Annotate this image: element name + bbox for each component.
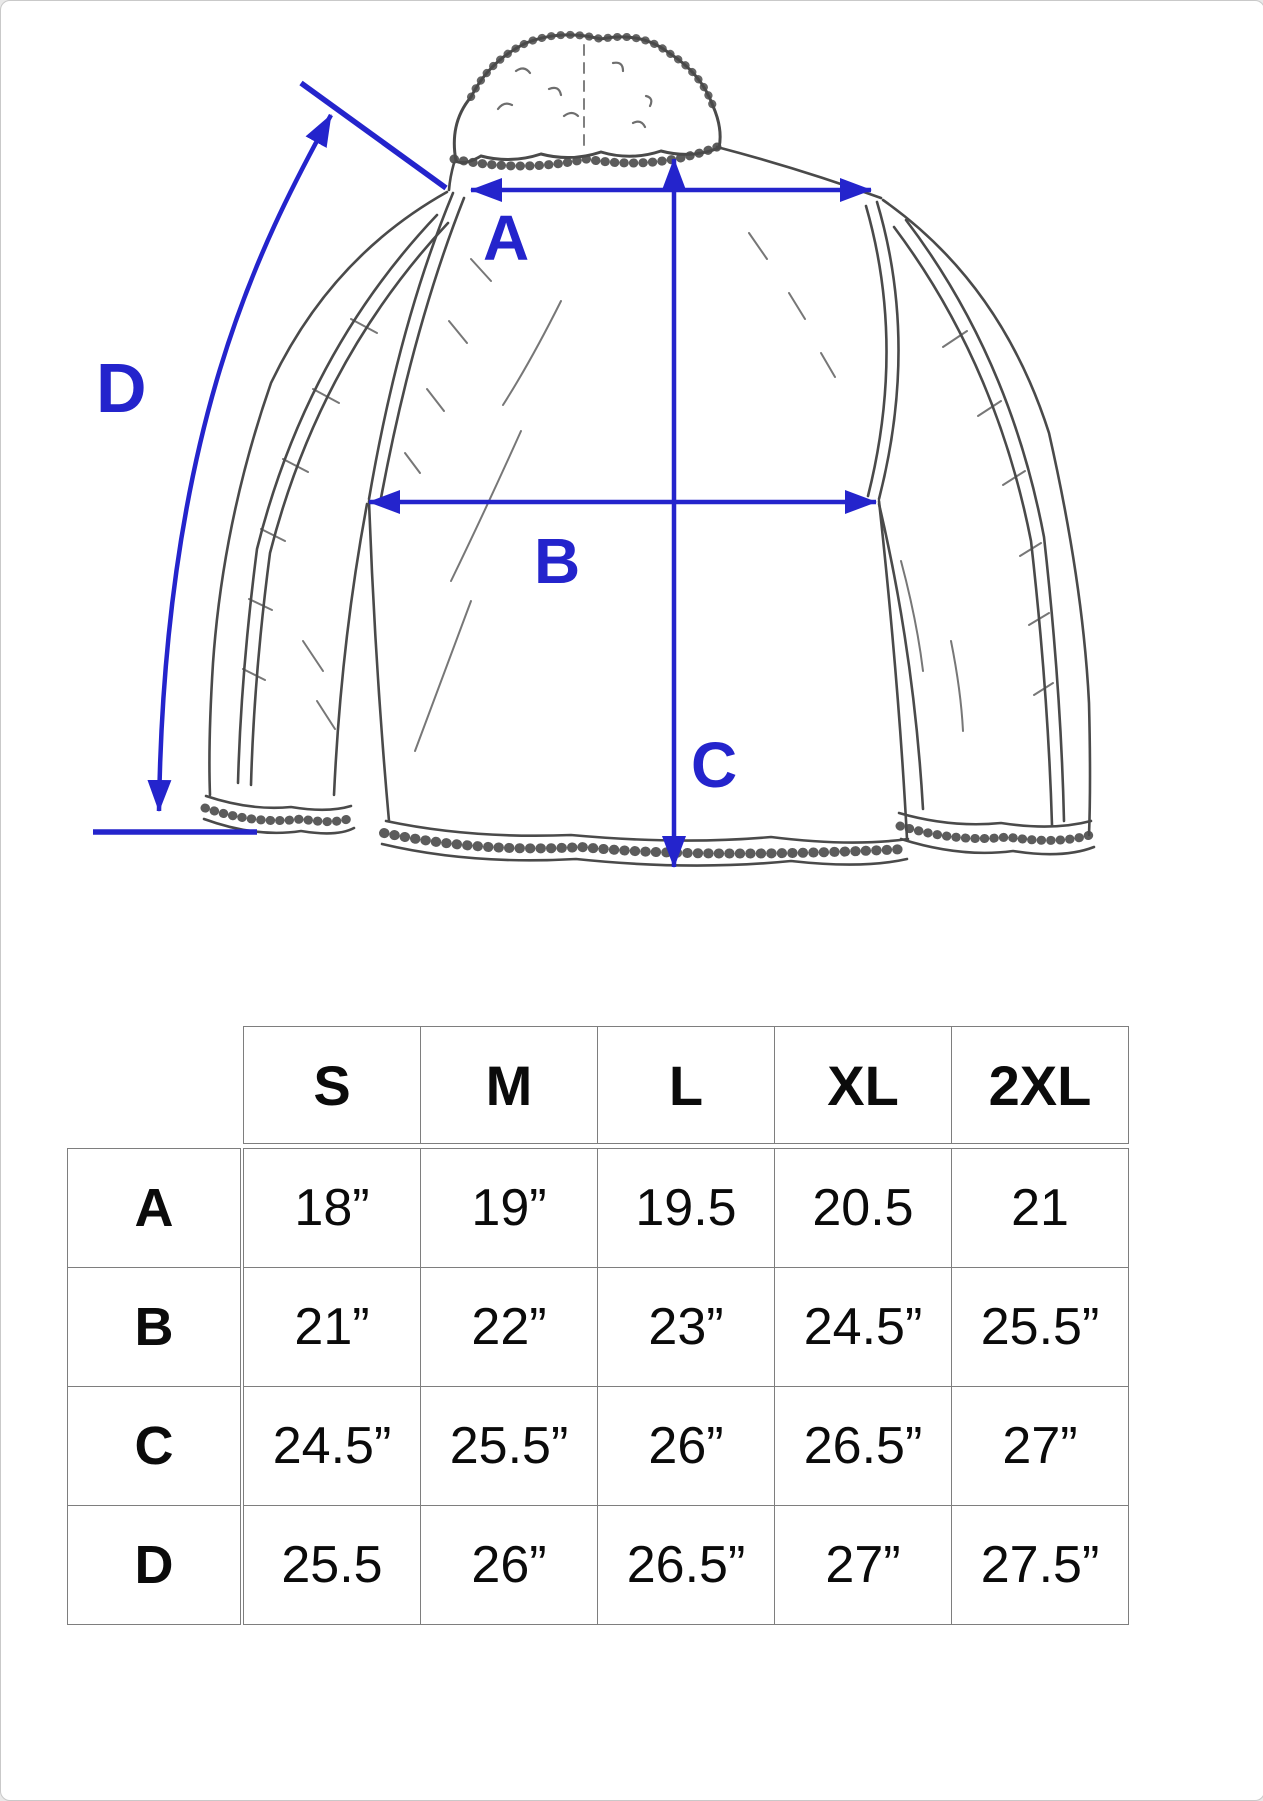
sketch-hatching <box>243 233 1053 751</box>
left-cuff-shearling <box>204 796 354 833</box>
table-row-a <box>244 1149 1129 1268</box>
dim-label-d: D <box>96 349 147 427</box>
dim-label-c: C <box>691 729 738 801</box>
size-value-cell: 27” <box>952 1387 1129 1506</box>
shoulder-reference-line <box>301 83 446 188</box>
right-sleeve-seam <box>894 220 1064 825</box>
size-col-header-xl: XL <box>775 1027 952 1144</box>
size-value-cell: 25.5” <box>952 1268 1129 1387</box>
size-value-cell: 25.5 <box>244 1506 421 1625</box>
size-col-header-m: M <box>421 1027 598 1144</box>
size-header-row <box>244 1027 1129 1144</box>
dim-label-a: A <box>483 202 530 274</box>
left-sleeve-inner <box>334 504 367 795</box>
size-value-cell: 21 <box>952 1149 1129 1268</box>
size-value-cell: 27” <box>775 1506 952 1625</box>
body-left-edge <box>369 501 389 821</box>
size-chart-values <box>243 1148 1129 1625</box>
row-label-a: A <box>68 1149 241 1268</box>
body-right-edge <box>879 501 907 839</box>
size-value-cell: 26.5” <box>775 1387 952 1506</box>
size-value-cell: 24.5” <box>244 1387 421 1506</box>
table-row-d <box>244 1506 1129 1625</box>
dim-label-b: B <box>534 525 581 597</box>
measure-d-curve <box>159 115 331 811</box>
size-value-cell: 19” <box>421 1149 598 1268</box>
size-value-cell: 21” <box>244 1268 421 1387</box>
jacket-diagram <box>1 1 1263 911</box>
size-value-cell: 19.5 <box>598 1149 775 1268</box>
table-row-c <box>244 1387 1129 1506</box>
left-sleeve-outer <box>209 192 447 795</box>
size-value-cell: 20.5 <box>775 1149 952 1268</box>
size-chart-header <box>243 1026 1129 1144</box>
size-col-header-l: L <box>598 1027 775 1144</box>
size-value-cell: 26.5” <box>598 1506 775 1625</box>
size-value-cell: 26” <box>421 1506 598 1625</box>
size-col-header-2xl: 2XL <box>952 1027 1129 1144</box>
hem-shearling <box>382 821 908 866</box>
right-sleeve-inner <box>879 504 923 809</box>
size-value-cell: 18” <box>244 1149 421 1268</box>
fur-collar <box>454 35 720 166</box>
size-chart-row-labels <box>67 1148 241 1625</box>
row-label-d: D <box>68 1506 241 1625</box>
size-value-cell: 25.5” <box>421 1387 598 1506</box>
jacket-sketch <box>204 35 1094 866</box>
size-col-header-s: S <box>244 1027 421 1144</box>
row-label-b: B <box>68 1268 241 1387</box>
size-value-cell: 22” <box>421 1268 598 1387</box>
right-sleeve-outer <box>883 200 1090 835</box>
size-value-cell: 26” <box>598 1387 775 1506</box>
size-value-cell: 24.5” <box>775 1268 952 1387</box>
row-label-c: C <box>68 1387 241 1506</box>
right-armhole-seam <box>866 202 899 499</box>
table-row-b <box>244 1268 1129 1387</box>
left-shoulder-seam <box>449 163 454 190</box>
size-value-cell: 27.5” <box>952 1506 1129 1625</box>
size-value-cell: 23” <box>598 1268 775 1387</box>
